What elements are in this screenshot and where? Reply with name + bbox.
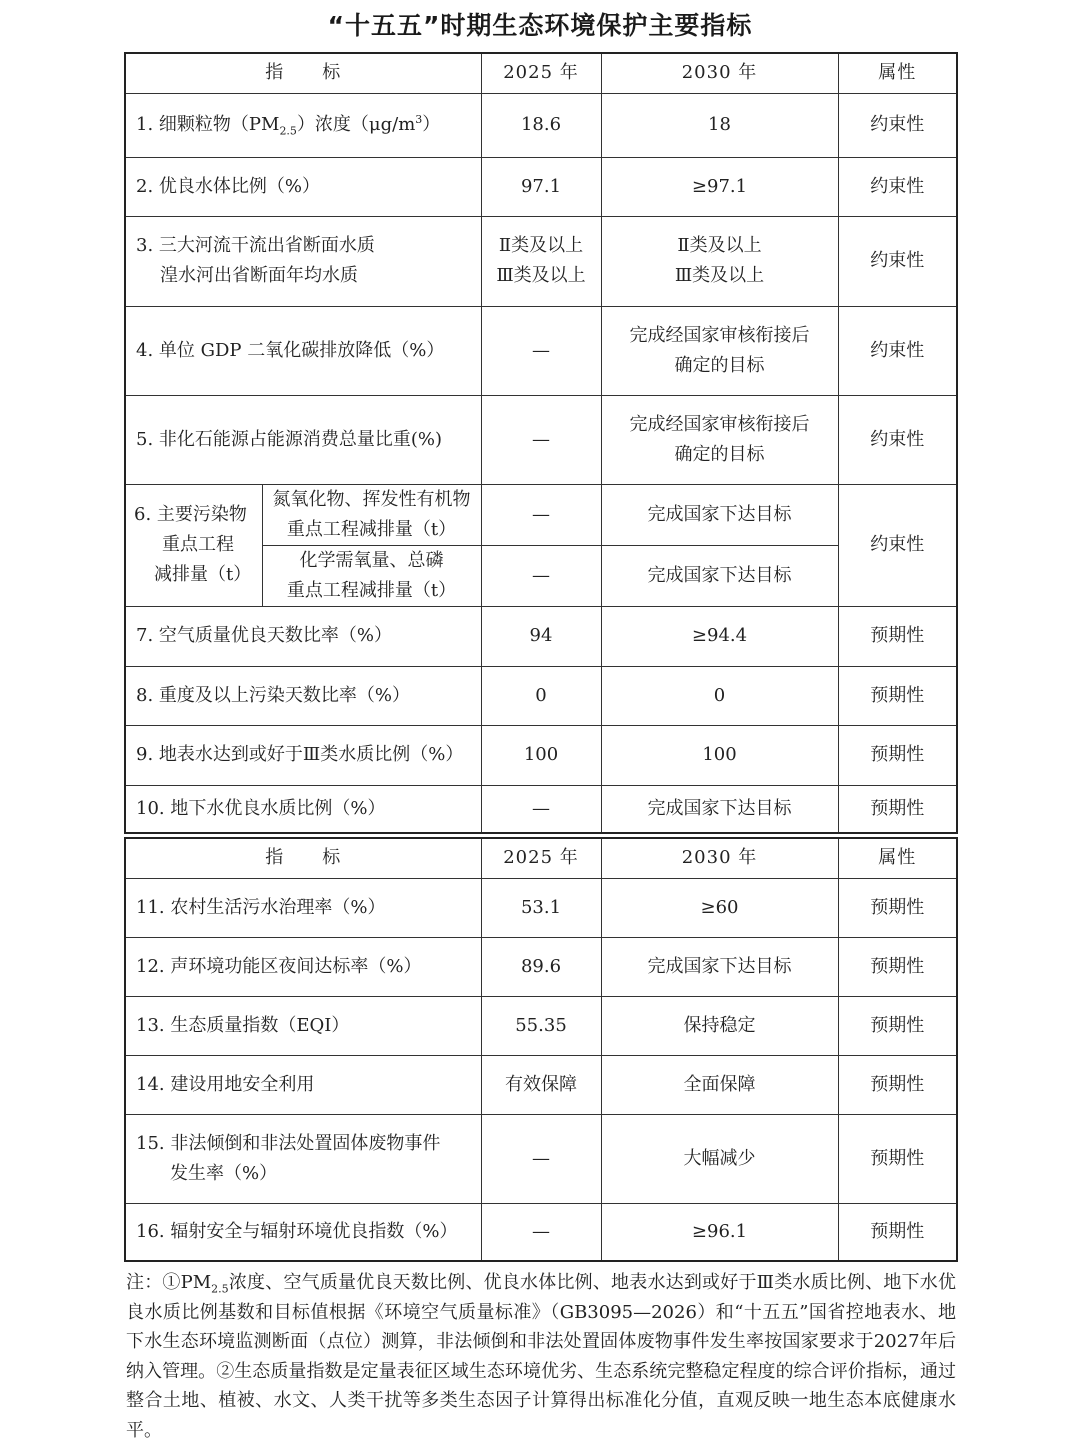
header-2025: 2025 年 [481,53,601,93]
value-2025: 89.6 [481,937,601,996]
attribute: 预期性 [838,1203,957,1261]
value-2025: 55.35 [481,996,601,1055]
indicator-name: 6. 主要污染物 重点工程 减排量（t） [125,484,262,606]
indicator-name: 7. 空气质量优良天数比率（%） [125,606,481,666]
indicator-table-part2 [124,837,958,1262]
header-2030: 2030 年 [601,838,838,878]
indicator-name: 14. 建设用地安全利用 [125,1055,481,1114]
value-2025: — [481,395,601,484]
table-row [125,878,957,937]
table-row [125,484,957,545]
table-row [125,395,957,484]
table-row [125,306,957,395]
value-2025: 97.1 [481,157,601,216]
header-attribute: 属性 [838,53,957,93]
value-2030: 保持稳定 [601,996,838,1055]
indicator-name: 3. 三大河流干流出省断面水质 湟水河出省断面年均水质 [125,216,481,306]
attribute: 预期性 [838,666,957,725]
value-2030: 完成国家下达目标 [601,937,838,996]
table-row [125,216,957,306]
indicator-name: 4. 单位 GDP 二氧化碳排放降低（%） [125,306,481,395]
table-row [125,606,957,666]
value-2030: 18 [601,93,838,157]
table-row [125,1055,957,1114]
table-header-row [125,53,957,93]
indicator-name: 15. 非法倾倒和非法处置固体废物事件 发生率（%） [125,1114,481,1203]
table-row [125,725,957,785]
value-2025: — [481,1203,601,1261]
value-2025: — [481,1114,601,1203]
attribute: 预期性 [838,937,957,996]
indicator-name: 9. 地表水达到或好于Ⅲ类水质比例（%） [125,725,481,785]
table-row [125,1203,957,1261]
table-row [125,937,957,996]
value-2030: 完成国家下达目标 [601,785,838,833]
attribute: 约束性 [838,93,957,157]
indicator-name: 8. 重度及以上污染天数比率（%） [125,666,481,725]
indicator-name: 12. 声环境功能区夜间达标率（%） [125,937,481,996]
table-row [125,1114,957,1203]
value-2030: ≥94.4 [601,606,838,666]
value-2025: — [481,785,601,833]
attribute: 约束性 [838,216,957,306]
header-indicator: 指 标 [125,838,481,878]
value-2025: 53.1 [481,878,601,937]
indicator-name: 2. 优良水体比例（%） [125,157,481,216]
table-row [125,996,957,1055]
value-2025: 18.6 [481,93,601,157]
table-row [125,666,957,725]
value-2030: 完成国家下达目标 [601,545,838,606]
page-title: “十五五”时期生态环境保护主要指标 [327,11,753,40]
value-2030: 完成国家下达目标 [601,484,838,545]
attribute: 预期性 [838,996,957,1055]
value-2030: 全面保障 [601,1055,838,1114]
sub-indicator-name: 化学需氧量、总磷 重点工程减排量（t） [262,545,481,606]
sub-indicator-name: 氮氧化物、挥发性有机物 重点工程减排量（t） [262,484,481,545]
attribute: 预期性 [838,1114,957,1203]
value-2025: 94 [481,606,601,666]
value-2030: ≥60 [601,878,838,937]
attribute: 预期性 [838,878,957,937]
indicator-name: 5. 非化石能源占能源消费总量比重(%) [125,395,481,484]
attribute: 预期性 [838,606,957,666]
attribute: 约束性 [838,395,957,484]
table-row [125,93,957,157]
header-2025: 2025 年 [481,838,601,878]
table-row [125,785,957,833]
value-2025: 100 [481,725,601,785]
value-2030: 0 [601,666,838,725]
value-2025: — [481,484,601,545]
value-2025: — [481,545,601,606]
value-2030: ≥97.1 [601,157,838,216]
attribute: 预期性 [838,725,957,785]
value-2030: 完成经国家审核衔接后 确定的目标 [601,306,838,395]
value-2025: 有效保障 [481,1055,601,1114]
value-2030: ≥96.1 [601,1203,838,1261]
indicator-table-part1 [124,52,958,834]
indicator-name: 13. 生态质量指数（EQI） [125,996,481,1055]
attribute: 约束性 [838,306,957,395]
value-2025: 0 [481,666,601,725]
indicator-name: 11. 农村生活污水治理率（%） [125,878,481,937]
value-2025: Ⅱ类及以上 Ⅲ类及以上 [481,216,601,306]
indicator-name: 10. 地下水优良水质比例（%） [125,785,481,833]
value-2030: 100 [601,725,838,785]
header-attribute: 属性 [838,838,957,878]
header-2030: 2030 年 [601,53,838,93]
indicator-name: 1. 细颗粒物$(PM_{2.5})$浓度$(\mu g/m^3)$ [125,93,481,157]
indicator-name: 16. 辐射安全与辐射环境优良指数（%） [125,1203,481,1261]
header-indicator: 指 标 [125,53,481,93]
value-2030: Ⅱ类及以上 Ⅲ类及以上 [601,216,838,306]
table-header-row [125,838,957,878]
table-row [125,157,957,216]
value-2025: — [481,306,601,395]
attribute: 约束性 [838,484,957,606]
value-2030: 大幅减少 [601,1114,838,1203]
attribute: 预期性 [838,785,957,833]
attribute: 约束性 [838,157,957,216]
attribute: 预期性 [838,1055,957,1114]
footnote: 注：$①PM_{2.5}$浓度、空气质量优良天数比例、优良水体比例、地表水达到或好于Ⅲ类水质比例、地下水优良水质比例基数和目标值根据《环境空气质量标准》（GB3095—2026）和“十五五”国省控地表水、地下水生态环境监测断面（点位）测算，非法倾倒和非法处置固体废物事件发生率按国家要求于2027年后纳入管理。②生态质量指数是定量表征区域生态环境优劣、生态系统完整稳定程度的综合评价指标，通过整合土地、植被、水文、人类干扰等多类生态因子计算得出标准化分值，直观反映一地生态本底健康水平。 [126,1272,957,1441]
value-2030: 完成经国家审核衔接后 确定的目标 [601,395,838,484]
